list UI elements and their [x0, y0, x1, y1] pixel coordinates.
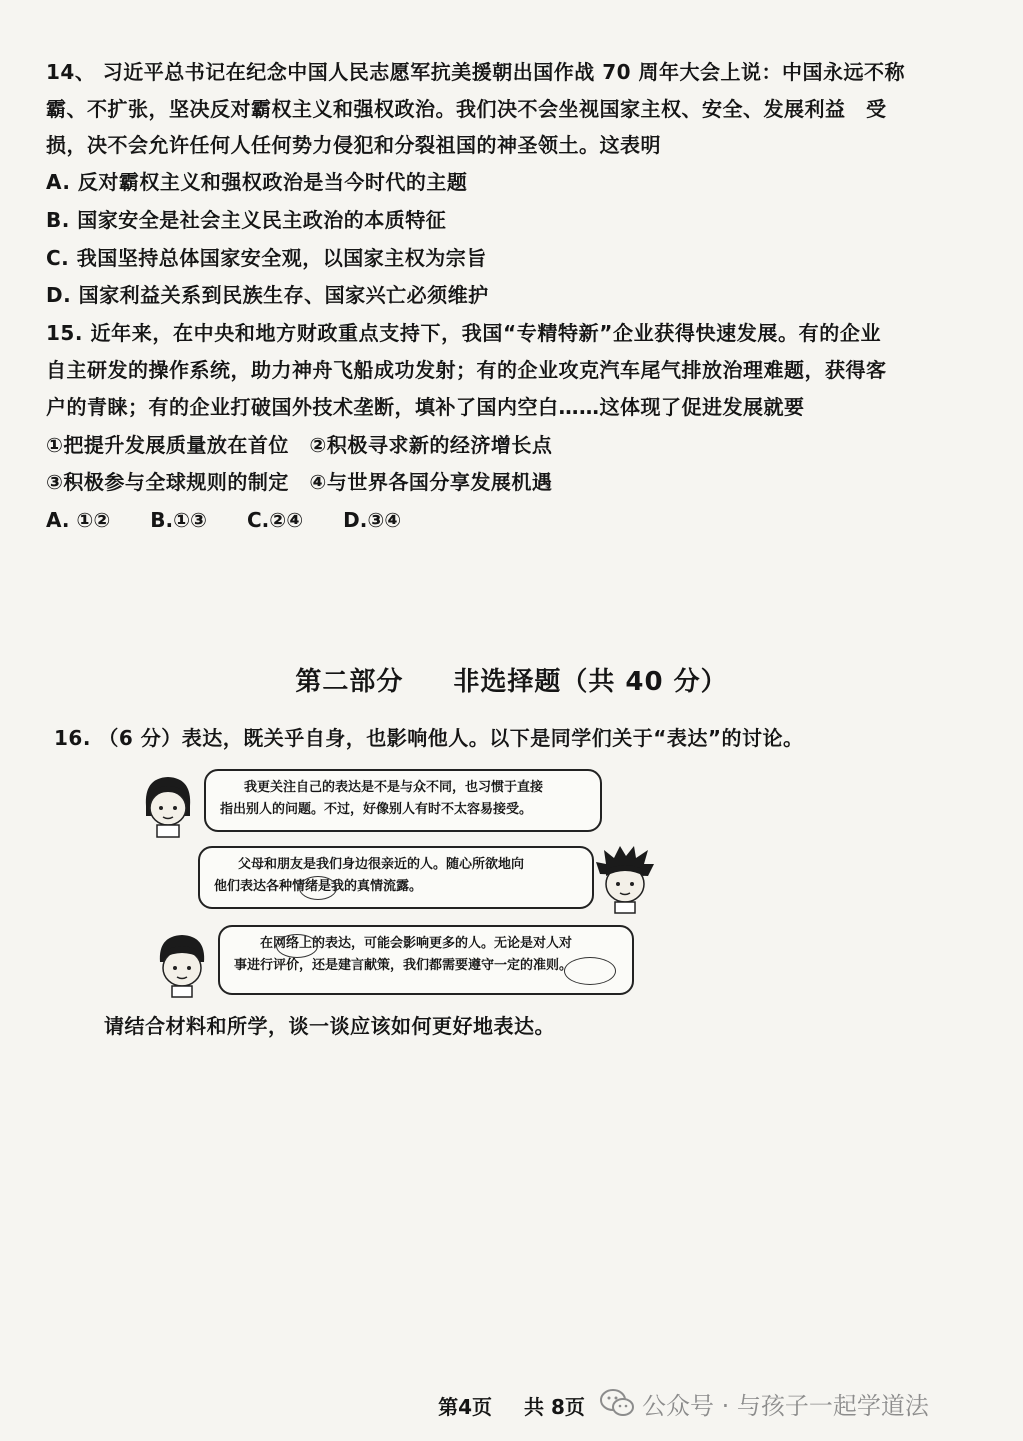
q15-choice-a: A. ①② [46, 508, 111, 532]
speech-bubble-1 [204, 769, 602, 832]
bubble-1-line-1: 我更关注自己的表达是不是与众不同，也习惯于直接 [244, 780, 544, 795]
handwritten-circle-mark [276, 934, 318, 958]
q16-intro: 16. （6 分）表达，既关乎自身，也影响他人。以下是同学们关于“表达”的讨论。 [54, 726, 804, 750]
q14-option-b: B. 国家安全是社会主义民主政治的本质特征 [46, 208, 447, 232]
q14-option-c: C. 我国坚持总体国家安全观，以国家主权为宗旨 [46, 246, 487, 270]
boy-spiky-hair-avatar-icon [594, 844, 656, 914]
section-title [0, 664, 1023, 700]
q15-statements-2: ③积极参与全球规则的制定 ④与世界各国分享发展机遇 [46, 470, 553, 494]
wechat-icon [600, 1388, 634, 1418]
q16-prompt: 请结合材料和所学，谈一谈应该如何更好地表达。 [104, 1014, 555, 1038]
boy-avatar-icon [154, 930, 210, 998]
handwritten-circle-mark [299, 876, 337, 900]
q14-line-1: 14、 习近平总书记在纪念中国人民志愿军抗美援朝出国作战 70 周年大会上说：中国永远不称 [46, 60, 906, 84]
q14-line-2: 霸、不扩张，坚决反对霸权主义和强权政治。我们决不会坐视国家主权、安全、发展利益 受 [46, 97, 887, 121]
q15-line-2: 自主研发的操作系统，助力神舟飞船成功发射；有的企业攻克汽车尾气排放治理难题，获得客 [46, 358, 887, 382]
watermark-text: 公众号 · 与孩子一起学道法 [642, 1391, 929, 1420]
q15-choices [46, 506, 566, 534]
q15-choice-d: D.③④ [343, 508, 402, 532]
q15-choice-c: C.②④ [247, 508, 304, 532]
page-number: 第4页 [438, 1395, 493, 1419]
q15-line-3: 户的青睐；有的企业打破国外技术垄断，填补了国内空白……这体现了促进发展就要 [46, 395, 805, 419]
q15-statements-1: ①把提升发展质量放在首位 ②积极寻求新的经济增长点 [46, 433, 553, 457]
q15-line-1: 15. 近年来，在中央和地方财政重点支持下，我国“专精特新”企业获得快速发展。有的企业 [46, 321, 881, 345]
bubble-3-line-1: 在网络上的表达，可能会影响更多的人。无论是对人对 [260, 936, 573, 951]
page-total: 共 8页 [523, 1395, 585, 1419]
bubble-1-line-2: 指出别人的问题。不过，好像别人有时不太容易接受。 [220, 802, 533, 817]
q14-option-a: A. 反对霸权主义和强权政治是当今时代的主题 [46, 170, 468, 194]
handwritten-circle-mark [564, 957, 616, 985]
section-part: 第二部分 [295, 667, 404, 697]
bubble-2-line-2: 他们表达各种情绪是我的真情流露。 [214, 879, 423, 894]
section-heading: 非选择题（共 40 分） [453, 667, 728, 697]
q14-line-3: 损，决不会允许任何人任何势力侵犯和分裂祖国的神圣领土。这表明 [46, 133, 661, 157]
q15-choice-b: B.①③ [150, 508, 207, 532]
bubble-3-line-2: 事进行评价，还是建言献策，我们都需要遵守一定的准则。 [234, 958, 573, 973]
watermark [600, 1385, 1000, 1421]
girl-avatar-icon [140, 772, 196, 838]
speech-bubble-2 [198, 846, 594, 909]
q14-option-d: D. 国家利益关系到民族生存、国家兴亡必须维护 [46, 283, 489, 307]
bubble-2-line-1: 父母和朋友是我们身边很亲近的人。随心所欲地向 [238, 857, 525, 872]
